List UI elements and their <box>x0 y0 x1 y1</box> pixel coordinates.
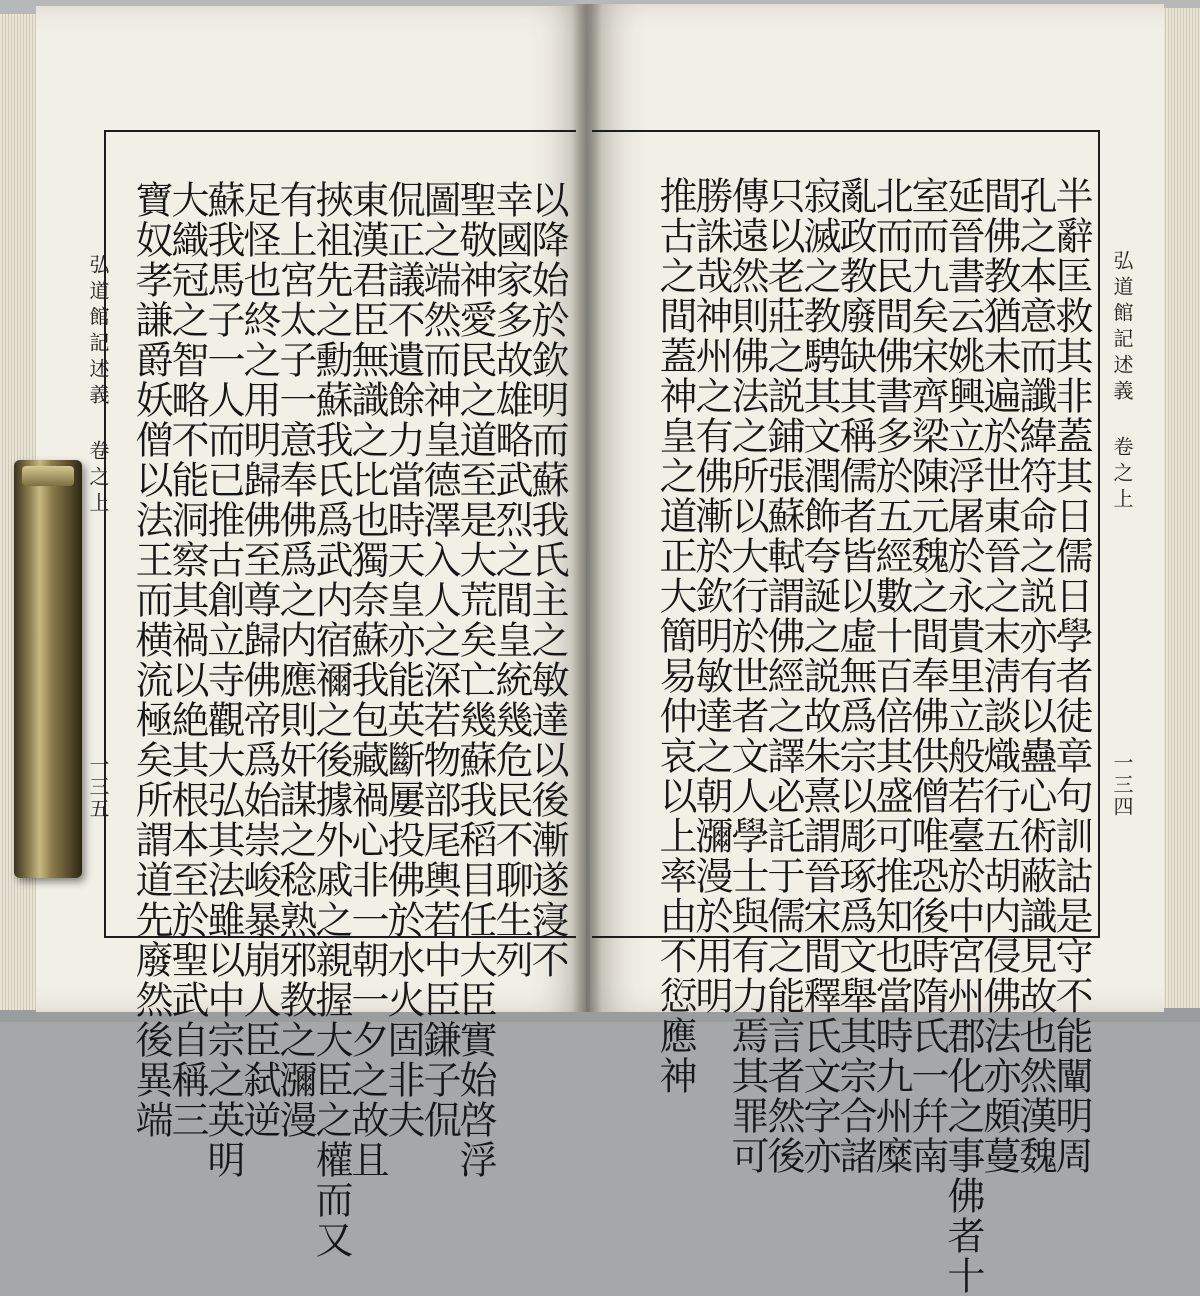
right-text-column: 寂滅之教騁其文潤飾夸誕之説故朱熹謂晉宋間釋氏文字亦 <box>797 176 841 1176</box>
left-text-column: 以降始於欽明而蘇我氏主之敏達以後漸遂寖不 <box>525 180 569 980</box>
brass-paperweight <box>14 460 82 878</box>
left-page-number: 一三五 <box>86 754 110 820</box>
right-page-number: 一三四 <box>1110 752 1134 818</box>
right-page-edges <box>1160 8 1200 1008</box>
left-text-column: 足怪也終之用明歸佛至尊歸佛帝爲始崇峻暴崩人臣弑逆 <box>237 180 281 1140</box>
right-running-head: 弘道館記述義 卷之上 <box>1110 250 1134 514</box>
right-text-column: 推古之間蓋神皇之道正大簡易仲哀以上率由不愆應神 <box>653 176 697 1096</box>
right-text-column: 北而民間佛書多於五經數十百倍其盛可推知也當時九州糜 <box>869 176 913 1176</box>
left-text-column: 侃正議不遺餘力當時天皇亦能英斷屢投佛於水火固非夫 <box>381 180 425 1140</box>
left-text-column: 蘇我馬子一人而已推古創立寺觀大弘其法雖以中宗之英明 <box>201 180 245 1180</box>
right-text-column: 室而九矣宋齊梁陳元魏之間奉佛供僧唯恐後時隋氏一幷南 <box>905 176 949 1176</box>
right-text-column: 孔之本意而讖緯符命之説亦有以蠱心術蔽識見故也然漢魏 <box>1013 176 1057 1176</box>
left-text-column: 有上宮太子一意奉佛爲之内應則奸謀之稔熟邪教之瀰漫 <box>273 180 317 1140</box>
left-text-column: 挾祖先之勳蘇我氏爲武内宿禰之後據外戚之親握大臣之權而又 <box>309 180 353 1260</box>
right-text-column: 延晉書云姚興立浮屠於永貴里立般若臺於中宮州郡化之事佛者十 <box>941 176 985 1296</box>
right-text-column: 間佛教猶未遍於世東晉之末淸談熾行五胡内侵佛法亦頗蔓 <box>977 176 1021 1176</box>
left-text-column: 圖之端然而神皇德澤入人之深若物部尾輿若中臣鎌子侃 <box>417 180 461 1140</box>
left-text-column: 東漢君臣無識之比也獨奈蘇我包藏禍心非一朝一夕之故且 <box>345 180 389 1180</box>
left-text-column: 大織冠之智略不能洞察其禍以絶其根本至於聖武自稱三 <box>165 180 209 1140</box>
left-running-head: 弘道館記述義 卷之上 <box>86 254 110 518</box>
right-text-column: 勝誅哉神州之有佛漸於欽明敏達之朝瀰漫於用明 <box>689 176 733 1016</box>
right-text-column: 傳遠然則佛法之所以大行於世者文人學士與有力焉其罪可 <box>725 176 769 1176</box>
left-text-column: 幸國家多故雄略武烈之間皇統幾危民不聊生列 <box>489 180 533 980</box>
left-text-column: 寶奴孝謙爵妖僧以法王而横流極矣所謂道先廢然後異端 <box>129 180 173 1140</box>
right-text-column: 半辭匡救其非蓋其日儒日學者徒章句訓詁是守不能闡明周 <box>1049 176 1093 1176</box>
left-text-column: 聖敬神愛民之道至是大荒矣亡幾蘇我稻目任大臣實始啓浮 <box>453 180 497 1180</box>
right-text-column: 亂政教廢缺其稱儒者皆以虛無爲宗以彫琢爲文舉其宗合諸 <box>833 176 877 1176</box>
right-text-column: 只以老莊之説鋪張蘇軾謂佛經之譯必託于儒之能言者然後 <box>761 176 805 1176</box>
